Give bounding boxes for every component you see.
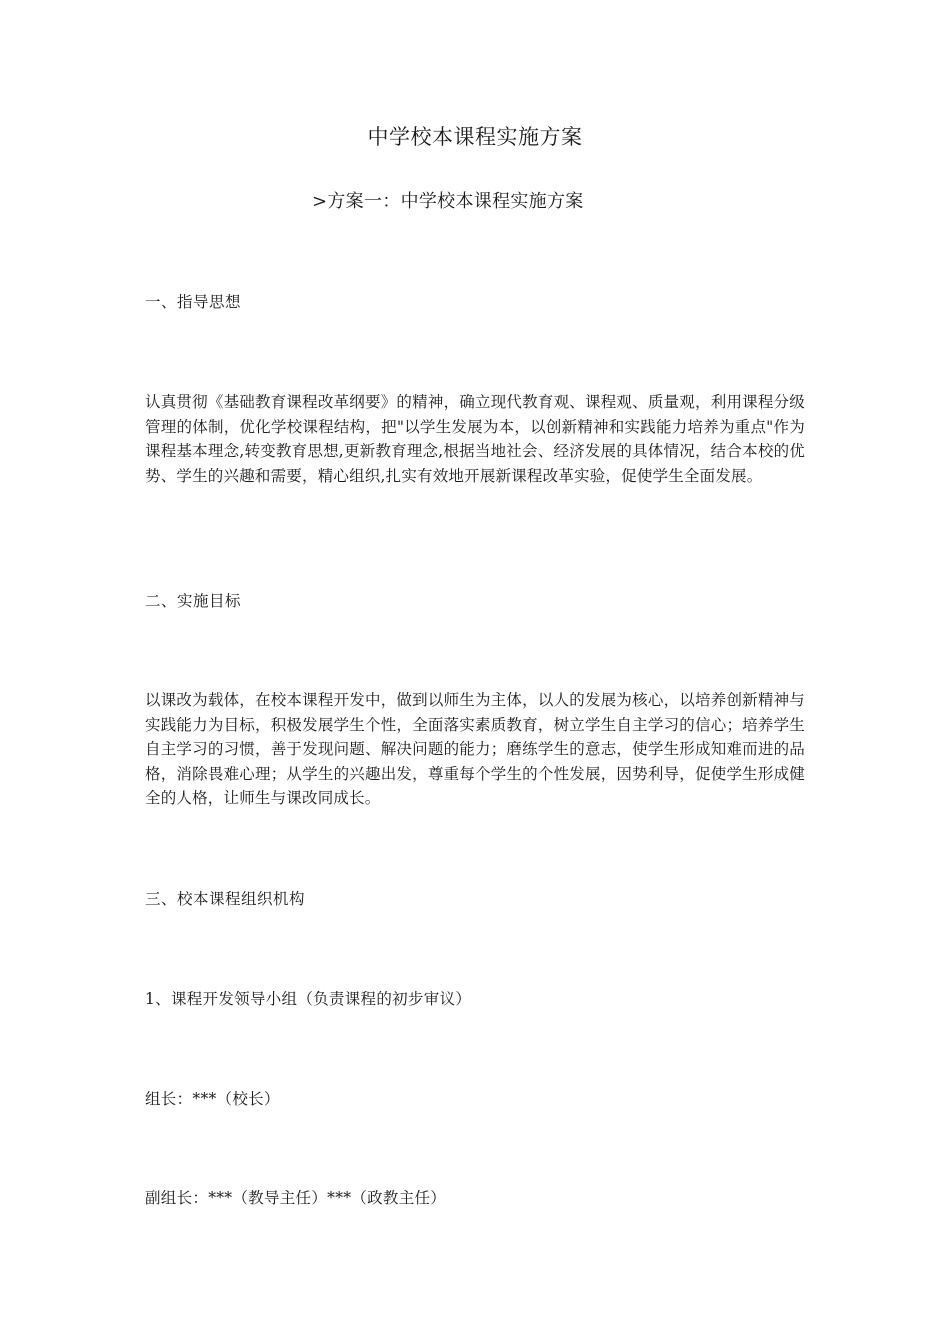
group-leader: 组长：***（校长） [145, 1090, 280, 1108]
document-subtitle: >方案一：中学校本课程实施方案 [312, 191, 584, 212]
section-heading-implementation-goals: 二、实施目标 [145, 592, 242, 610]
group-deputy: 副组长：***（教导主任）***（政教主任） [145, 1189, 447, 1207]
section-heading-guiding-ideology: 一、指导思想 [145, 293, 242, 311]
group-heading: 1、课程开发领导小组（负责课程的初步审议） [145, 990, 472, 1008]
section-body-guiding-ideology: 认真贯彻《基础教育课程改革纲要》的精神，确立现代教育观、课程观、质量观，利用课程分级管理的体制，优化学校课程结构，把"以学生发展为本，以创新精神和实践能力培养为重点"作为课程基本理念,转变教育思想,更新教育理念,根据当地社会、经济发展的具体情况，结合本校的优势、学生的兴趣和需要，精心组织,扎实有效地开展新课程改革实验，促使学生全面发展。 [145, 393, 805, 485]
section-body-implementation-goals: 以课改为载体，在校本课程开发中，做到以师生为主体，以人的发展为核心，以培养创新精神与实践能力为目标，积极发展学生个性，全面落实素质教育，树立学生自主学习的信心；培养学生自主学习的习惯，善于发现问题、解决问题的能力；磨练学生的意志，使学生形成知难而进的品格，消除畏难心理；从学生的兴趣出发，尊重每个学生的个性发展，因势利导，促使学生形成健全的人格，让师生与课改同成长。 [145, 691, 805, 807]
document-title: 中学校本课程实施方案 [367, 125, 583, 149]
section-heading-organization: 三、校本课程组织机构 [145, 890, 306, 908]
